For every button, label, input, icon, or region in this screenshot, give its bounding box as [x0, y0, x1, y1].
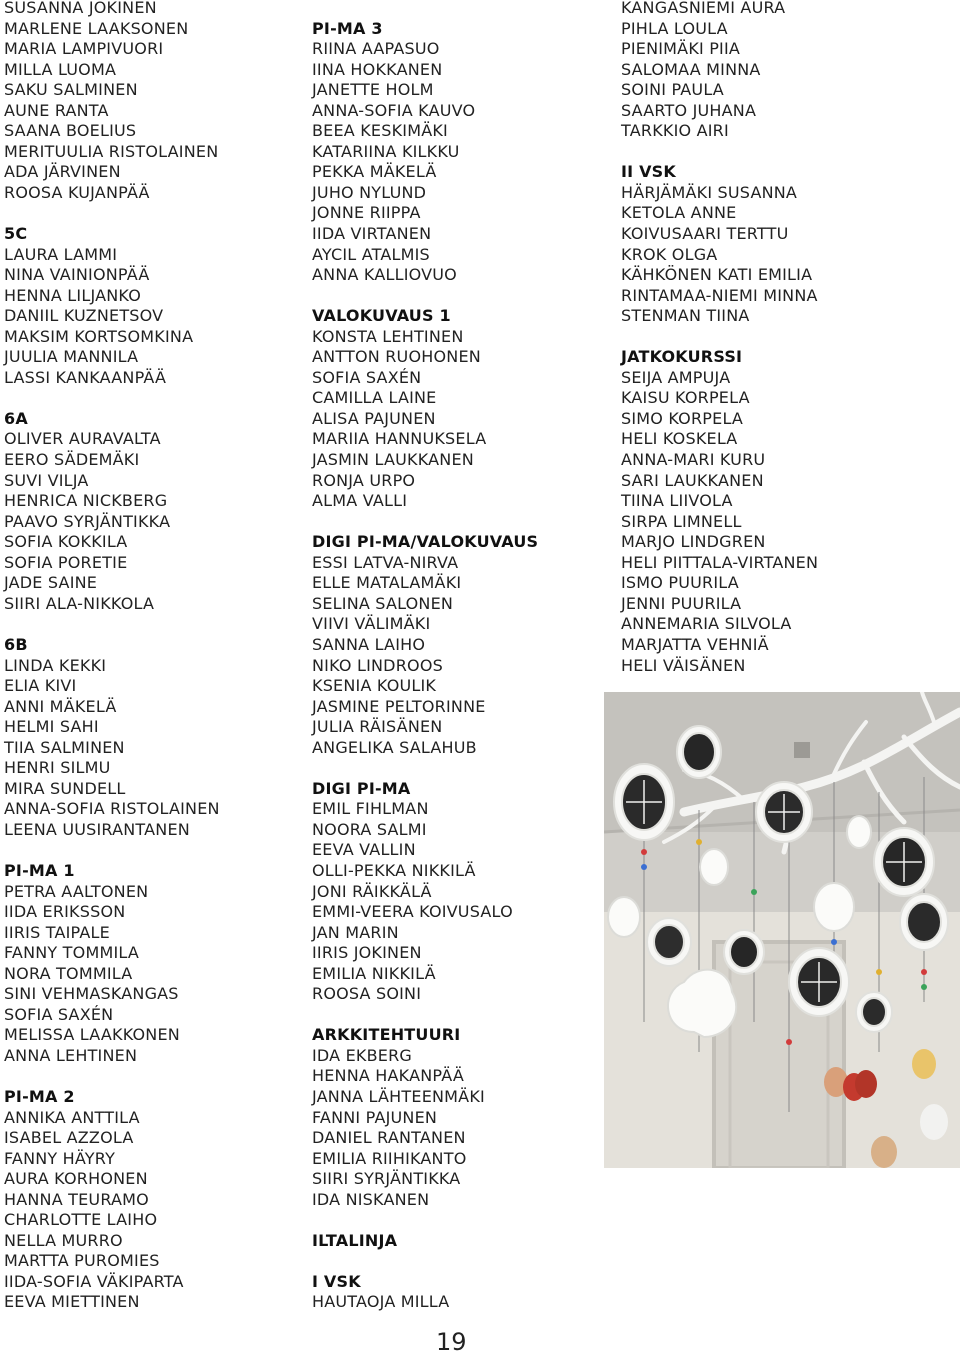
name-entry: LEENA UUSIRANTANEN	[4, 819, 190, 839]
section-heading: 6A	[4, 408, 28, 428]
name-entry: HENRI SILMU	[4, 758, 111, 778]
name-entry: JONNE RIIPPA	[312, 203, 421, 223]
name-entry: ANNA KALLIOVUO	[312, 265, 457, 285]
spacer	[4, 203, 220, 224]
name-entry: FANNY TOMMILA	[4, 943, 139, 963]
spacer	[4, 388, 220, 409]
name-entry: RINTAMAA-NIEMI MINNA	[621, 285, 818, 305]
name-entry: HENRICA NICKBERG	[4, 491, 168, 511]
spacer	[312, 758, 538, 779]
name-entry: JANNA LÄHTEENMÄKI	[312, 1086, 485, 1106]
spacer	[312, 1210, 538, 1231]
name-entry: JENNI PUURILA	[621, 593, 742, 613]
name-entry: EEVA MIETTINEN	[4, 1292, 140, 1312]
name-entry: HELI KOSKELA	[621, 429, 738, 449]
name-entry: AYCIL ATALMIS	[312, 244, 430, 264]
name-entry: EMILIA NIKKILÄ	[312, 963, 436, 983]
page-number: 19	[436, 1328, 467, 1356]
name-entry: ANNEMARIA SILVOLA	[621, 614, 792, 634]
name-entry: PIENIMÄKI PIIA	[621, 39, 741, 59]
name-entry: MERITUULIA RISTOLAINEN	[4, 141, 219, 161]
name-entry: IIDA-SOFIA VÄKIPARTA	[4, 1271, 184, 1291]
name-entry: OLIVER AURAVALTA	[4, 429, 161, 449]
name-entry: ANNIKA ANTTILA	[4, 1107, 140, 1127]
name-entry: ROOSA KUJANPÄÄ	[4, 182, 150, 202]
name-entry: SIIRI SYRJÄNTIKKA	[312, 1169, 461, 1189]
name-column-3	[621, 0, 818, 676]
name-entry: JULIA RÄISÄNEN	[312, 717, 443, 737]
name-entry: SAKU SALMINEN	[4, 80, 138, 100]
spacer	[4, 1066, 220, 1087]
name-entry: OLLI-PEKKA NIKKILÄ	[312, 860, 476, 880]
section-heading: I VSK	[312, 1271, 361, 1291]
spacer	[4, 840, 220, 861]
name-entry: KETOLA ANNE	[621, 203, 737, 223]
name-entry: LINDA KEKKI	[4, 655, 107, 675]
name-entry: VIIVI VÄLIMÄKI	[312, 614, 431, 634]
name-entry: FANNY HÄYRY	[4, 1148, 116, 1168]
name-entry: JUULIA MANNILA	[4, 347, 139, 367]
name-entry: KONSTA LEHTINEN	[312, 326, 464, 346]
name-entry: HELI VÄISÄNEN	[621, 655, 746, 675]
name-entry: JASMINE PELTORINNE	[312, 696, 486, 716]
name-entry: JUHO NYLUND	[312, 182, 427, 202]
name-entry: JAN MARIN	[312, 922, 399, 942]
spacer	[312, 512, 538, 533]
name-entry: SELINA SALONEN	[312, 593, 454, 613]
name-entry: MARJATTA VEHNIÄ	[621, 634, 769, 654]
name-entry: ALMA VALLI	[312, 491, 408, 511]
name-entry: NOORA SALMI	[312, 819, 427, 839]
name-entry: HANNA TEURAMO	[4, 1189, 149, 1209]
name-entry: ALISA PAJUNEN	[312, 408, 436, 428]
name-entry: NORA TOMMILA	[4, 963, 133, 983]
name-entry: IINA HOKKANEN	[312, 59, 443, 79]
section-heading: ILTALINJA	[312, 1230, 398, 1250]
name-entry: SOFIA SAXÉN	[312, 367, 422, 387]
name-entry: ANNA-SOFIA RISTOLAINEN	[4, 799, 220, 819]
section-heading: PI-MA 1	[4, 860, 75, 880]
name-entry: ANNA LEHTINEN	[4, 1045, 138, 1065]
name-entry: SARI LAUKKANEN	[621, 470, 764, 490]
name-entry: SUVI VILJA	[4, 470, 89, 490]
name-entry: SIRPA LIMNELL	[621, 511, 742, 531]
section-heading: DIGI PI-MA/VALOKUVAUS	[312, 532, 539, 552]
name-entry: BEEA KESKIMÄKI	[312, 121, 448, 141]
name-entry: SIIRI ALA-NIKKOLA	[4, 593, 155, 613]
name-entry: HELMI SAHI	[4, 717, 99, 737]
name-entry: IIDA VIRTANEN	[312, 224, 432, 244]
name-entry: EMIL FIHLMAN	[312, 799, 429, 819]
name-entry: SOINI PAULA	[621, 80, 724, 100]
name-entry: RONJA URPO	[312, 470, 416, 490]
name-entry: TARKKIO AIRI	[621, 121, 729, 141]
name-entry: KANGASNIEMI AURA	[621, 0, 786, 17]
name-entry: NELLA MURRO	[4, 1230, 123, 1250]
name-column-1	[4, 0, 220, 1313]
name-entry: HELI PIITTALA-VIRTANEN	[621, 552, 819, 572]
name-entry: EMILIA RIIHIKANTO	[312, 1148, 467, 1168]
name-entry: HENNA LILJANKO	[4, 285, 142, 305]
name-entry: LAURA LAMMI	[4, 244, 118, 264]
section-heading: 6B	[4, 634, 28, 654]
name-entry: FANNI PAJUNEN	[312, 1107, 438, 1127]
name-entry: ELLE MATALAMÄKI	[312, 573, 462, 593]
name-entry: CHARLOTTE LAIHO	[4, 1210, 158, 1230]
name-entry: ANTTON RUOHONEN	[312, 347, 481, 367]
name-entry: ISMO PUURILA	[621, 573, 739, 593]
name-entry: LASSI KANKAANPÄÄ	[4, 367, 167, 387]
spacer	[621, 142, 818, 163]
name-entry: AUNE RANTA	[4, 100, 109, 120]
name-entry: SAANA BOELIUS	[4, 121, 137, 141]
name-entry: MAKSIM KORTSOMKINA	[4, 326, 194, 346]
name-entry: TIINA LIIVOLA	[621, 491, 733, 511]
name-entry: KROK OLGA	[621, 244, 718, 264]
name-entry: ROOSA SOINI	[312, 984, 422, 1004]
name-entry: HÄRJÄMÄKI SUSANNA	[621, 182, 798, 202]
section-heading: PI-MA 3	[312, 18, 383, 38]
spacer	[621, 327, 818, 348]
name-entry: RIINA AAPASUO	[312, 39, 440, 59]
name-entry: NINA VAINIONPÄÄ	[4, 265, 150, 285]
section-heading: DIGI PI-MA	[312, 778, 411, 798]
name-entry: HENNA HAKANPÄÄ	[312, 1066, 464, 1086]
name-entry: AURA KORHONEN	[4, 1169, 148, 1189]
name-entry: ANNI MÄKELÄ	[4, 696, 117, 716]
name-entry: STENMAN TIINA	[621, 306, 750, 326]
name-entry: SIMO KORPELA	[621, 408, 744, 428]
name-entry: JADE SAINE	[4, 573, 98, 593]
name-entry: ESSI LATVA-NIRVA	[312, 552, 459, 572]
name-entry: MILLA LUOMA	[4, 59, 117, 79]
name-entry: MIRA SUNDELL	[4, 778, 126, 798]
section-heading: VALOKUVAUS 1	[312, 306, 451, 326]
spacer	[312, 1005, 538, 1026]
name-entry: KÄHKÖNEN KATI EMILIA	[621, 265, 813, 285]
section-heading: ARKKITEHTUURI	[312, 1025, 461, 1045]
name-entry: EMMI-VEERA KOIVUSALO	[312, 902, 513, 922]
name-entry: ISABEL AZZOLA	[4, 1128, 134, 1148]
name-entry: ADA JÄRVINEN	[4, 162, 121, 182]
name-entry: MARJO LINDGREN	[621, 532, 766, 552]
name-entry: KOIVUSAARI TERTTU	[621, 224, 789, 244]
name-entry: JANETTE HOLM	[312, 80, 434, 100]
name-entry: JASMIN LAUKKANEN	[312, 450, 474, 470]
name-entry: JONI RÄIKKÄLÄ	[312, 881, 432, 901]
name-entry: ELIA KIVI	[4, 676, 77, 696]
name-entry: EERO SÄDEMÄKI	[4, 450, 140, 470]
name-entry: SOFIA SAXÉN	[4, 1004, 114, 1024]
section-heading: JATKOKURSSI	[621, 347, 743, 367]
spacer	[4, 614, 220, 635]
name-entry: SAARTO JUHANA	[621, 100, 757, 120]
name-entry: DANIEL RANTANEN	[312, 1128, 466, 1148]
name-entry: IDA EKBERG	[312, 1045, 412, 1065]
name-entry: ANNA-SOFIA KAUVO	[312, 100, 476, 120]
spacer	[312, 286, 538, 307]
name-entry: MELISSA LAAKKONEN	[4, 1025, 180, 1045]
section-heading: 5C	[4, 224, 28, 244]
name-entry: MARIA LAMPIVUORI	[4, 39, 164, 59]
section-heading: PI-MA 2	[4, 1086, 75, 1106]
name-entry: SEIJA AMPUJA	[621, 367, 731, 387]
name-entry: IIRIS JOKINEN	[312, 943, 422, 963]
name-entry: MARLENE LAAKSONEN	[4, 18, 189, 38]
name-entry: SOFIA KOKKILA	[4, 532, 128, 552]
name-entry: TIIA SALMINEN	[4, 737, 125, 757]
name-entry: KAISU KORPELA	[621, 388, 750, 408]
name-entry: ANGELIKA SALAHUB	[312, 737, 477, 757]
name-entry: SINI VEHMASKANGAS	[4, 984, 179, 1004]
name-entry: PAAVO SYRJÄNTIKKA	[4, 511, 171, 531]
name-entry: KSENIA KOULIK	[312, 676, 437, 696]
name-entry: SUSANNA JOKINEN	[4, 0, 157, 17]
name-entry: MARIIA HANNUKSELA	[312, 429, 487, 449]
spacer	[312, 1251, 538, 1272]
spacer	[312, 0, 538, 19]
name-entry: CAMILLA LAINE	[312, 388, 437, 408]
name-entry: IIRIS TAIPALE	[4, 922, 110, 942]
exhibition-photo	[604, 692, 960, 1168]
name-column-2	[312, 0, 538, 1313]
section-heading: II VSK	[621, 162, 676, 182]
name-entry: EEVA VALLIN	[312, 840, 416, 860]
name-entry: SOFIA PORETIE	[4, 552, 128, 572]
name-entry: MARTTA PUROMIES	[4, 1251, 160, 1271]
name-entry: PIHLA LOULA	[621, 18, 728, 38]
ceiling-fixture	[794, 742, 810, 758]
name-entry: IIDA ERIKSSON	[4, 902, 126, 922]
name-entry: PETRA AALTONEN	[4, 881, 149, 901]
name-entry: IDA NISKANEN	[312, 1189, 430, 1209]
name-entry: HAUTAOJA MILLA	[312, 1292, 450, 1312]
name-entry: PEKKA MÄKELÄ	[312, 162, 437, 182]
name-entry: DANIIL KUZNETSOV	[4, 306, 164, 326]
name-entry: ANNA-MARI KURU	[621, 450, 766, 470]
name-entry: SANNA LAIHO	[312, 634, 426, 654]
name-entry: SALOMAA MINNA	[621, 59, 761, 79]
name-entry: KATARIINA KILKKU	[312, 141, 460, 161]
name-entry: NIKO LINDROOS	[312, 655, 443, 675]
